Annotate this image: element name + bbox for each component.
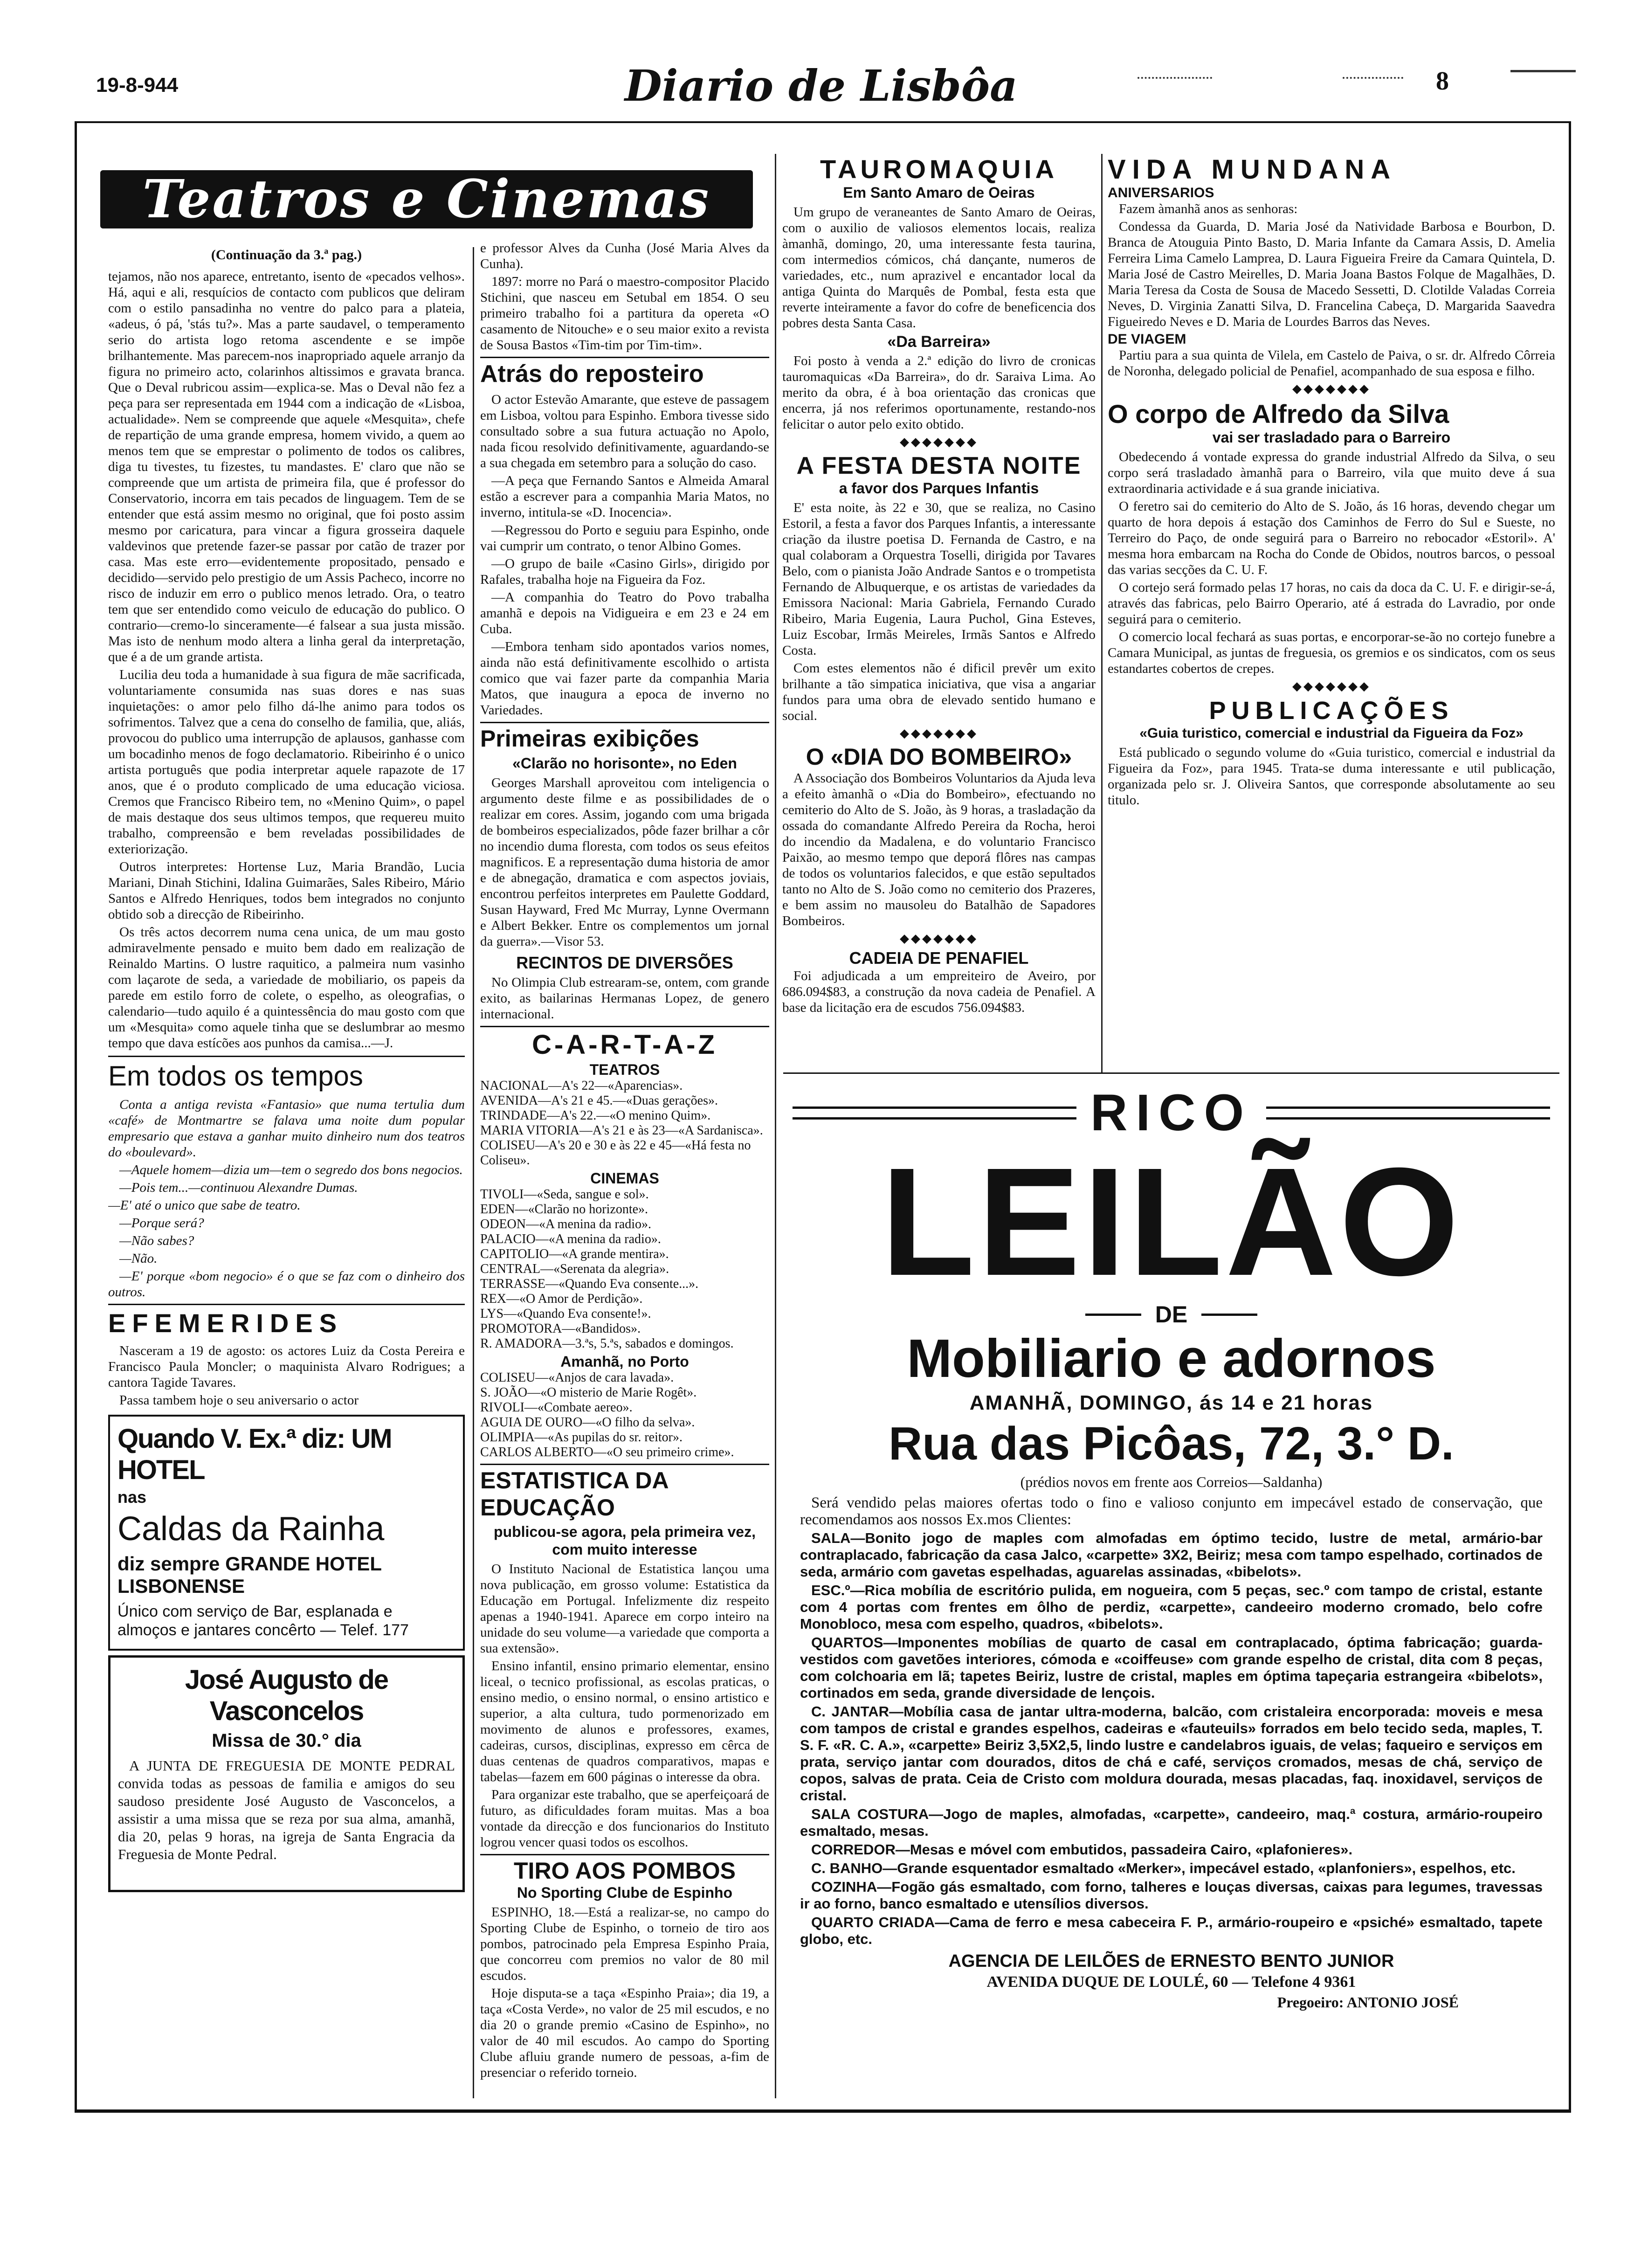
divider [480,1026,769,1027]
cartaz-cinemas-head: CINEMAS [590,1170,659,1187]
primeiras-body: Georges Marshall aproveitou com inteligencia o argumento deste filme e as possibilidades de o realizar em cores. Assim, jogando com uma brigada de bombeiros especializados, pôde fazer brilhar a côr no incendio duma floresta, com todos os seus efeitos magnificos. E a representação duma historia de amor e de abnegação, dramatica e com aspectos joviais, encontrou perfeitos interpretes em Paulette Goddard, Susan Hayward, Fred Mc Murray, Lynne Overmann e Albert Bekker. Entre os complementos um jornal da guerra».—Visor 53. [480,775,769,949]
hotel-ad [108,1415,465,1651]
hotel-ad-line-4: diz sempre GRANDE HOTEL LISBONENSE [117,1553,382,1597]
column-1 [108,247,465,2103]
cartaz-cinema-5: CAPITOLIO—«A grande mentira». [480,1247,669,1261]
tauromaquia-body-2: Foi posto à venda a 2.ª edição do livro de cronicas tauromaquicas «Da Barreira», do dr. Saraiva Lima. Ao merito da obra, é à boa orientação das cronicas que encerra, já nos referimos oportunamente, restando-nos felicitar o autor pelo exito obtido. [782,353,1096,432]
em-todos-line-3: —Pois tem...—continuou Alexandre Dumas. [119,1180,358,1195]
missa-notice [108,1655,465,1892]
tiro-sub: No Sporting Clube de Espinho [517,1884,733,1901]
publicacoes-title: PUBLICAÇÕES [1209,697,1454,725]
corpo-body-3: O cortejo será formado pelas 17 horas, no cais da doca da C. U. F. e dirigir-se-á, através das fabricas, pelo Bairro Operario, até á estrada do Lavradio, por onde seguirá para o cemiterio. [1108,580,1555,627]
divider [480,722,769,723]
estatistica-sub: publicou-se agora, pela primeira vez, com muito interesse [494,1523,756,1558]
newspaper-title: Diario de Lisbôa [625,61,1018,111]
divider [108,1056,465,1057]
teatros-col2-top: e professor Alves da Cunha (José Maria Alves da Cunha). [480,241,769,271]
vida-aniv-body: Condessa da Guarda, D. Maria José da Natividade Barbosa e Bourbon, D. Branca de Atouguia Pinto Basto, D. Maria Infante da Camara Assis, D. Amelia Ferreira Lima Camelo Lamprea, D. Laura Figueira Freire da Camara Quintela, D. Maria José de Castro Meirelles, D. Maria Joana Bastos Folque de Magalhães, D. Maria Teresa da Costa de Sousa de Macedo Sessetti, D. Clotilde Valadas Correia Neves, D. Virginia Zanatti Silva, D. Francelina Cabeça, D. Margarida Saavedra Figueiredo Neves e D. Maria de Lourdes Barros das Neves. [1108,219,1555,329]
leilao-item-banho: C. BANHO—Grande esquentador esmaltado «Merker», impecável estado, «planfoniers», espelhos, etc. [811,1860,1516,1876]
leilao-mobiliario: Mobiliario e adornos [907,1328,1436,1389]
leilao-address: Rua das Picôas, 72, 3.° D. [889,1418,1454,1470]
vida-title: VIDA MUNDANA [1108,154,1397,185]
cadeia-title: CADEIA DE PENAFIEL [849,948,1029,968]
em-todos-title: Em todos os tempos [108,1060,363,1092]
cartaz-cinema-10: PROMOTORA—«Bandidos». [480,1321,641,1336]
masthead-ornament-left [1138,77,1212,83]
primeiras-title: Primeiras exibições [480,726,699,752]
cartaz-teatro-5: COLISEU—A's 20 e 30 e às 22 e 45—«Há festa no Coliseu». [480,1138,751,1168]
column-2 [480,240,769,2101]
teatros-col2-para2: 1897: morre no Pará o maestro-compositor Placido Stichini, que nasceu em Setubal em 1854. O seu primeiro trabalho foi a partitura da opereta «O casamento de Nitouche» e o seu maior exito a revista de Sousa Bastos «Tim-tim por Tim-tim». [480,274,769,353]
festa-body: E' esta noite, às 22 e 30, que se realiza, no Casino Estoril, a festa a favor dos Parques Infantis, a interessante criação da ilustre poetisa D. Fernanda de Castro, e na qual colaboram a Orquestra Toselli, dirigida por Tavares Belo, com o pianista João Andrade Santos e o trompetista Fernando de Albuquerque, e os artistas de variedades da Emissora Nacional: Maria Gabriela, Fernando Curado Ribeiro, Maria Eugenia, Laura Puchol, Gina Esteves, Luiz Escobar, Irmãs Meireles, Irmãs Santos e Alfredo Costa. [782,500,1096,658]
cartaz-cinema-11: R. AMADORA—3.ªs, 5.ªs, sabados e domingos. [480,1336,734,1351]
reposteiro-body-5: —A companhia do Teatro do Povo trabalha amanhã e depois na Vidigueira e em 23 e 24 em Cuba. [480,590,769,636]
corpo-body-1: Obedecendo á vontade expressa do grande industrial Alfredo da Silva, o seu corpo será trasladado àmanhã para o Barreiro, vila que muito deve á sua extraordinaria actividade e á sua grande iniciativa. [1108,449,1555,496]
vida-viagem-body: Partiu para a sua quinta de Vilela, em Castelo de Paiva, o sr. dr. Alfredo Côrreia de Noronha, delegado policial de Penafiel, acompanhado de sua esposa e filho. [1108,348,1555,379]
cartaz-cinema-9: LYS—«Quando Eva consente!». [480,1307,651,1321]
cartaz-cinema-7: TERRASSE—«Quando Eva consente...». [480,1277,699,1291]
leilao-intro: Será vendido pelas maiores ofertas todo o fino e valioso conjunto em impecável estado de conservação, que recomendamos aos nossos Ex.mos Clientes: [800,1494,1543,1528]
reposteiro-body-3: —Regressou do Porto e seguiu para Espinho, onde vai cumprir um contrato, o tenor Albino Gomes. [480,523,769,553]
column-rule-2 [775,154,776,2098]
leilao-ad [783,1072,1559,2100]
festa-title: A FESTA DESTA NOITE [796,452,1082,479]
divider [480,1464,769,1465]
leilao-item-jantar: C. JANTAR—Mobília casa de jantar ultra-moderna, balcão, com cristaleira encorporada: moveis e mesa com tampos de cristal e grandes espelhos, cadeiras e «fauteuils» forrados em belo tecido seda, maples, T. S. F. «R. C. A.», «carpette» Beiriz 3,5X2,5, lindo lustre e candelabros iguais, de velas; faqueiro e serviços em prata, serviço jantar com dourados, ditos de chá e café, serviços cromados, mesas de chá, serviço de copos, salvas de prata. Ceia de Cristo com moldura dourada, mesas placadas, faq. inoxidavel, serviços de cristal. [800,1703,1543,1804]
teatros-banner-text: Teatros e Cinemas [142,169,711,230]
hotel-ad-line-5: Único com serviço de Bar, esplanada e almoços e jantares concêrto — Telef. 177 [117,1603,409,1639]
corpo-sub: vai ser trasladado para o Barreiro [1212,429,1451,446]
tauromaquia-sub2: «Da Barreira» [887,333,991,351]
festa-body-2: Com estes elementos não é dificil prevêr um exito brilhante a tão simpatica iniciativa, que visa a angariar fundos para uma obra de elevado sentido humano e social. [782,661,1096,723]
estatistica-body-3: Para organizar este trabalho, que se aperfeiçoará de futuro, as dificuldades foram muitas. Mas a boa vontade da direcção e dos funcionarios do Instituto logrou vencer quasi todos os escolhos. [480,1787,769,1850]
estatistica-body-1: O Instituto Nacional de Estatistica lançou uma nova publicação, em grosso volume: Estatistica da Educação em Portugal. Infelizmente diz respeito apenas a 1940-1941. Aparece em corpo inteiro na unidade do seu volume—a variedade que comporta a sua extensão». [480,1562,769,1656]
reposteiro-body-1: O actor Estevão Amarante, que esteve de passagem em Lisboa, voltou para Espinho. Embora tivesse sido consultado sobre a sua futura actuação no Apolo, nada ficou resolvido definitivamente, aguardando-se a sua chegada em setembro para a solução do caso. [480,392,769,470]
recintos-title: RECINTOS DE DIVERSÕES [516,953,733,972]
teatros-body-1: tejamos, não nos aparece, entretanto, isento de «pecados velhos». Há, aqui e ali, resquícios de contacto com publicos que deliram com o estilo pansadinha no ventre do palco para a plateia, «adeus, ó pá, 'stás tu?». Mas a parte saudavel, o temperamento serio do artista logo retoma ascendente e se impõe brilhantemente. Mas parecem-nos inapropriado aquele arranjo da figura no primeiro acto, colarinhos altissimos e gravata branca. Que o Deval rubricou assim—explica-se. Mas o Deval não fez a peça para ser representada em 1944 com a indicação de «Lisboa, actualidade». Nem se compreende que aquele «Mesquita», chefe de repartição de uma grande empresa, homem vivido, a quem ao menos tem que se emprestar o polimento de todos os calibres, diga tu tivestes, tu fizestes, tu mandastes. E' claro que não se compreende que um artista de primeira fila, que é professor do Conservatorio, incorra em tais pecados de linguagem. Tem de se entender que está assim mesmo no original, que foi posto assim mesmo por caricatura, para vincar a figura grosseira daquele valdevinos que pretende fazer-se passar por catão de trazer por casa. Mas este erro—evidentemente propositado, pensado e decidido—servido pelo prestigio de um Assis Pacheco, incorre no risco de induzir em erro o publico menos letrado. Ora, o teatro tem que ser entendido como veiculo de educação do publico. O contrario—cremo-lo sinceramente—é falsear a sua justa missão. Mas isto de nenhum modo altera a linha geral da interpretação, que é a de um grande artista. [108,269,465,664]
cartaz-cinema-8: REX—«O Amor de Perdição». [480,1292,643,1306]
leilao-item-criada: QUARTO CRIADA—Cama de ferro e mesa cabeceira F. P., armário-roupeiro e «psiché» esmaltado, tapete globo, etc. [800,1914,1543,1947]
cartaz-teatro-3: TRINDADE—A's 22.—«O menino Quim». [480,1108,711,1123]
cartaz-porto-6: CARLOS ALBERTO—«O seu primeiro crime». [480,1445,734,1459]
reposteiro-body-2: —A peça que Fernando Santos e Almeida Amaral estão a escrever para a companhia Maria Matos, no inverno, intitula-se «D. Inocencia». [480,473,769,520]
leilao-pregoeiro: Pregoeiro: ANTONIO JOSÉ [1277,1994,1459,2011]
teatros-banner [100,170,753,228]
cartaz-porto-2: S. JOÃO—«O misterio de Marie Rogêt». [480,1385,697,1400]
recintos-body: No Olimpia Club estrearam-se, ontem, com grande exito, as bailarinas Hermanas Lopez, de genero internacional. [480,975,769,1022]
tiro-title: TIRO AOS POMBOS [514,1858,736,1884]
tauromaquia-body: Um grupo de veraneantes de Santo Amaro de Oeiras, com o auxilio de valiosos elementos locais, realiza àmanhã, domingo, 20, uma interessante festa taurina, com intermedios cómicos, chá dançante, numeros de variedades, etc., num aprazivel e encantador local da antiga Quinta do Marquês de Pombal, festa esta que reverte inteiramente a favor do cofre de beneficencia dos pobres desta Santa Casa. [782,205,1096,331]
cartaz-porto-head: Amanhã, no Porto [560,1353,689,1370]
leilao-agency: AGENCIA DE LEILÕES de ERNESTO BENTO JUNIOR [948,1951,1394,1971]
cartaz-cinema-3: ODEON—«A menina da radio». [480,1217,652,1231]
missa-name: José Augusto de Vasconcelos [185,1665,388,1726]
ornament-divider: ◆◆◆◆◆◆◆ [900,435,978,449]
bombeiro-title: O «DIA DO BOMBEIRO» [806,744,1072,770]
corpo-title: O corpo de Alfredo da Silva [1108,399,1449,429]
cartaz-porto-3: RIVOLI—«Combate aereo». [480,1400,633,1415]
reposteiro-title: Atrás do reposteiro [480,360,704,387]
publicacoes-sub: «Guia turistico, comercial e industrial da Figueira da Foz» [1139,726,1524,741]
em-todos-line-5: —Porque será? [119,1216,204,1231]
column-4 [1108,154,1555,1063]
tauromaquia-sub: Em Santo Amaro de Oeiras [843,184,1035,201]
cartaz-cinema-1: TIVOLI—«Seda, sangue e sol». [480,1187,649,1202]
page-number: 8 [1436,67,1449,96]
leilao-item-costura: SALA COSTURA—Jogo de maples, almofadas, «carpette», candeeiro, maq.ª costura, armário-roupeiro esmaltado, mesas. [800,1806,1543,1839]
leilao-agency-addr: AVENIDA DUQUE DE LOULÉ, 60 — Telefone 4 9361 [986,1973,1356,1991]
em-todos-line-8: —E' porque «bom negocio» é o que se faz com o dinheiro dos outros. [108,1269,465,1300]
missa-body: A JUNTA DE FREGUESIA DE MONTE PEDRAL convida todas as pessoas de familia e amigos do seu saudoso presidente José Augusto de Vasconcelos, a assistir a uma missa que se reza por sua alma, amanhã, dia 20, pelas 9 horas, na igreja de Santa Engracia da Freguesia de Monte Pedral. [118,1757,455,1862]
divider [480,1854,769,1855]
publicacoes-body: Está publicado o segundo volume do «Guia turistico, comercial e industrial da Figueira da Foz», para 1945. Trata-se duma interessante e util publicação, organizada pelo sr. J. Oliveira Santos, que corresponde absolutamente ao seu titulo. [1108,745,1555,808]
em-todos-line-4: —E' até o unico que sabe de teatro. [108,1198,301,1213]
divider [108,1304,465,1305]
divider [480,357,769,358]
teatros-body-3: Outros interpretes: Hortense Luz, Maria Brandão, Lucia Mariani, Dinah Stichini, Idalina Guimarães, Sales Ribeiro, Mário Santos e Alfredo Henriques, todos bem integrados no conjunto obtido sob a direcção de Ribeirinho. [108,859,465,922]
teatros-body-2: Lucilia deu toda a humanidade à sua figura de mãe sacrificada, voluntariamente consumida nas suas dores e nas suas inquietações: o amor pelo filho dá-lhe animo para todos os sofrimentos. Talvez que a cena do conselho de familia, que, aliás, provocou do publico uma interrupção de aplausos, ganhasse com um bocadinho menos de fogo declamatorio. Ribeirinho é o unico artista português que podia interpretar aquele rapazote de 17 anos, que é o produto complicado de uma educação viciosa. Cremos que Francisco Ribeiro tem, no «Menino Quim», o papel de mais destaque dos seus ultimos tempos, que requereu muito trabalho, compreensão e bem reveladas possibilidades de exteriorização. [108,667,465,857]
page-date: 19-8-944 [96,74,179,97]
leilao-rico-row [783,1083,1559,1142]
masthead-ornament-corner [1510,70,1576,77]
tiro-body-2: Hoje disputa-se a taça «Espinho Praia»; dia 19, a taça «Costa Verde», no valor de 25 mil escudos, e no dia 20 o grande premio «Casino de Espinho», no valor de 40 mil escudos. Ao campo do Sporting Clube afluiu grande numero de pessoas, a-fim de presenciar o referido torneio. [480,1986,769,2080]
leilao-item-cozinha: COZINHA—Fogão gás esmaltado, com forno, talheres e louças diversas, caixas para legumes, travessas ir ao forno, banco esmaltado e utensílios diversos. [800,1879,1543,1912]
em-todos-line-1: Conta a antiga revista «Fantasio» que numa tertulia dum «café» de Montmartre se falava uma noite dum popular empresario que estava a ganhar muito dinheiro num dos teatros do «boulevard». [108,1097,465,1160]
leilao-item-escritorio: ESC.º—Rica mobília de escritório pulida, em nogueira, com 5 peças, sec.º com tampo de cristal, estante com 4 portas com frentes em ôlho de perdiz, «carpette», candeeiro moderno cromado, belo cofre Monobloco, mesa com espelho, quadros, «bibelots». [800,1582,1543,1632]
column-3 [782,154,1096,1063]
reposteiro-body-4: —O grupo de baile «Casino Girls», dirigido por Rafales, trabalha hoje na Figueira da Foz. [480,556,769,587]
leilao-item-quartos: QUARTOS—Imponentes mobílias de quarto de casal em contraplacado, óptima fabricação; guarda-vestidos com gavetões interiores, cómoda e «coiffeuse» com grande espelho de cristal, dita com 8 peças, com colchoaria em lã; tapetes Beiriz, lustre de cristal, maples em óptima tapeçaria estrangeira «bibelots», cortinados em seda, grande diversidade de lençois. [800,1634,1543,1701]
estatistica-title: ESTATISTICA DA EDUCAÇÃO [480,1467,668,1521]
leilao-item-sala: SALA—Bonito jogo de maples com almofadas em óptimo tecido, lustre de metal, armário-bar contraplacado, fabricação da casa Jalco, «carpette» 3X2, Beiriz; mesa com tampo espelhado, cortinados de seda, armário com gavetas espelhadas, aguarelas assinadas, «bibelots». [800,1530,1543,1580]
cartaz-porto-1: COLISEU—«Anjos de cara lavada». [480,1370,674,1385]
efemerides-title: EFEMERIDES [108,1308,344,1338]
tiro-body-1: ESPINHO, 18.—Está a realizar-se, no campo do Sporting Clube de Espinho, o torneio de tiro aos pombos, patrocinado pela Empresa Espinho Praia, que concorreu com premios no valor de 80 mil escudos. [480,1905,769,1983]
cartaz-cinema-4: PALACIO—«A menina da radio». [480,1232,661,1246]
estatistica-body-2: Ensino infantil, ensino primario elementar, ensino liceal, o tecnico profissional, as escolas praticas, o ensino medio, o ensino normal, o ensino artistico e superior, a alta cultura, tudo pormenorizado em movimento de alunos e professores, exames, cadeiras, cursos, disciplinas, expresso em cêrca de duas centenas de quadros comparativos, mapas e tabelas—fazem em 600 páginas o interesse da obra. [480,1659,769,1784]
column-rule-3 [1101,154,1103,1072]
cartaz-teatro-4: MARIA VITORIA—A's 21 e às 23—«A Sardanisca». [480,1123,763,1138]
efemerides-body: Nasceram a 19 de agosto: os actores Luiz da Costa Pereira e Francisco Paula Moncler; o maquinista Alvaro Rodrigues; a cantora Tagide Tavares. [108,1343,465,1390]
ornament-divider: ◆◆◆◆◆◆◆ [900,726,978,740]
cartaz-porto-4: AGUIA DE OURO—«O filho da selva». [480,1415,695,1430]
vida-viagem: DE VIAGEM [1108,332,1186,347]
corpo-body-2: O feretro sai do cemiterio do Alto de S. João, ás 16 horas, devendo chegar um quarto de hora depois á estação dos Caminhos de Ferro do Sul e Sueste, no Terreiro do Paço, de onde seguirá para o Barreiro no rebocador «Estoril». A' mesma hora embarcam na Rocha do Conde de Obidos, noutros barcos, o pessoal das varias secções da C. U. F. [1108,499,1555,577]
hotel-ad-line-3: Caldas da Rainha [117,1510,385,1548]
festa-sub: a favor dos Parques Infantis [839,480,1039,497]
efemerides-body-2: Passa tambem hoje o seu aniversario o actor [119,1393,359,1408]
hotel-ad-line-2: nas [117,1487,147,1507]
leilao-rico: RICO [1090,1084,1252,1141]
teatros-body-4: Os três actos decorrem numa cena unica, de um mau gosto admiravelmente pensado e muito bem dado em realização de Reinaldo Martins. O lustre raquitico, a palmeira num vasinho com laçarote de seda, a variedade de mobiliario, os papeis da parede em estilo forro de colete, o espelho, as oleografias, o calendario—tudo aquilo é a quintessência do mau gosto com que um «Mesquita» como aquele tinha que se deslumbrar ao mesmo tempo que dava estícões aos punhos da camisa...—J. [108,925,465,1051]
leilao-item-corredor: CORREDOR—Mesas e móvel com embutidos, passadeira Cairo, «plafonieres». [811,1841,1353,1858]
reposteiro-body-6: —Embora tenham sido apontados varios nomes, ainda não está definitivamente escolhido o artista comico que vai fazer parte da companhia Maria Matos, que inaugura a epoca de inverno no Variedades. [480,639,769,718]
missa-subtitle: Missa de 30.° dia [212,1730,361,1751]
ornament-divider: ◆◆◆◆◆◆◆ [1292,679,1371,693]
em-todos-line-7: —Não. [119,1251,158,1266]
cartaz-teatro-1: NACIONAL—A's 22—«Aparencias». [480,1079,683,1093]
cartaz-title: C-A-R-T-A-Z [532,1030,717,1060]
leilao-address-note: (prédios novos em frente aos Correios—Saldanha) [1020,1473,1323,1490]
continuation-note: (Continuação da 3.ª pag.) [211,247,362,263]
cartaz-teatros-head: TEATROS [589,1061,660,1078]
em-todos-line-2: —Aquele homem—dizia um—tem o segredo dos bons negocios. [119,1162,463,1177]
cadeia-body: Foi adjudicada a um empreiteiro de Aveiro, por 686.094$83, a construção da nova cadeia de Penafiel. A base da licitação era de escudos 756.094$83. [782,968,1096,1015]
cartaz-porto-5: OLIMPIA—«As pupilas do sr. reitor». [480,1430,683,1445]
cartaz-cinema-6: CENTRAL—«Serenata da alegria». [480,1262,669,1276]
ornament-divider: ◆◆◆◆◆◆◆ [900,932,978,945]
em-todos-line-6: —Não sabes? [119,1233,194,1248]
cartaz-teatro-2: AVENIDA—A's 21 e 45.—«Duas gerações». [480,1093,718,1108]
leilao-when: AMANHÃ, DOMINGO, ás 14 e 21 horas [969,1391,1373,1414]
tauromaquia-title: TAUROMAQUIA [820,154,1058,184]
vida-aniv-intro: Fazem àmanhã anos as senhoras: [1119,201,1298,216]
leilao-title: LEILÃO [881,1135,1462,1307]
masthead-ornament-right [1343,77,1403,83]
bombeiro-body: A Associação dos Bombeiros Voluntarios da Ajuda leva a efeito àmanhã o «Dia do Bombeiro», efectuando no cemiterio do Alto de S. João, às 9 horas, a trasladação da ossada do comandante Alfredo Pereira da Rocha, heroi do incendio da Madalena, e do voluntario Francisco Paixão, ao mesmo tempo que deporá flôres nas campas de todos os voluntarios falecidos, e que estão sepultados tanto no Alto de S. João como no cemiterio dos Prazeres, e bem assim no mausoleu do Batalhão de Sapadores Bombeiros. [782,771,1096,928]
cartaz-cinema-2: EDEN—«Clarão no horizonte». [480,1202,648,1217]
vida-aniv: ANIVERSARIOS [1108,185,1214,201]
ornament-divider: ◆◆◆◆◆◆◆ [1292,382,1371,395]
primeiras-sub: «Clarão no horisonte», no Eden [512,755,737,772]
corpo-body-4: O comercio local fechará as suas portas, e encorporar-se-ão no cortejo funebre a Camara Municipal, as juntas de freguesia, os gremios e os sindicatos, com os seus estandartes cobertos de crepes. [1108,629,1555,676]
leilao-de: DE [1155,1301,1188,1328]
column-rule-1 [473,247,474,2098]
hotel-ad-line-1: Quando V. Ex.ª diz: UM HOTEL [117,1424,392,1485]
